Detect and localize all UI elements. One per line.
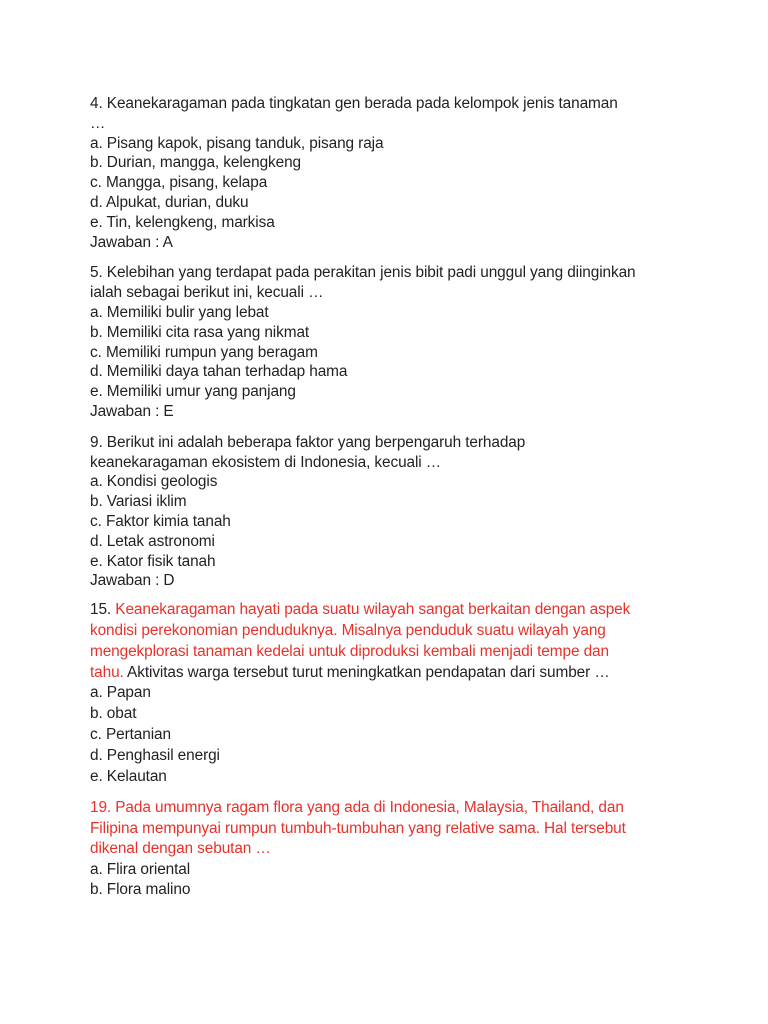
- question-text-line: ialah sebagai berikut ini, kecuali …: [90, 284, 324, 302]
- option-b: b. Memiliki cita rasa yang nikmat: [90, 323, 310, 341]
- option-d: d. Letak astronomi: [90, 532, 215, 550]
- option-b: b. obat: [90, 705, 137, 723]
- question-text-line: [90, 600, 730, 621]
- option-b: b. Variasi iklim: [90, 493, 187, 511]
- highlighted-text: 19. Pada umumnya ragam flora yang ada di Indonesia, Malaysia, Thailand, dan: [90, 799, 624, 817]
- question-text-line: …: [90, 114, 106, 132]
- question-text-line: [90, 663, 730, 684]
- option-e: e. Kator fisik tanah: [90, 552, 216, 570]
- option-d: d. Alpukat, durian, duku: [90, 193, 249, 211]
- option-b: b. Flora malino: [90, 880, 191, 898]
- question-19: [90, 798, 730, 900]
- option-a: a. Kondisi geologis: [90, 473, 218, 491]
- question-text-line: keanekaragaman ekosistem di Indonesia, kecuali …: [90, 453, 442, 471]
- option-a: a. Flira oriental: [90, 860, 191, 878]
- option-b: b. Durian, mangga, kelengkeng: [90, 154, 301, 172]
- question-15: [90, 600, 730, 787]
- option-a: a. Pisang kapok, pisang tanduk, pisang raja: [90, 134, 384, 152]
- document-page: [90, 94, 730, 900]
- highlighted-text: tahu.: [90, 663, 124, 681]
- question-text-line: 4. Keanekaragaman pada tingkatan gen berada pada kelompok jenis tanaman: [90, 95, 618, 112]
- answer-key: Jawaban : A: [90, 233, 173, 251]
- question-5: [90, 263, 730, 421]
- question-9: [90, 433, 730, 591]
- option-c: c. Pertanian: [90, 725, 171, 743]
- option-c: c. Faktor kimia tanah: [90, 512, 231, 530]
- highlighted-text: Keanekaragaman hayati pada suatu wilayah sangat berkaitan dengan aspek: [115, 601, 631, 619]
- answer-key: Jawaban : E: [90, 402, 174, 420]
- option-c: c. Memiliki rumpun yang beragam: [90, 343, 318, 361]
- question-number: 15.: [90, 601, 116, 619]
- highlighted-text: kondisi perekonomian penduduknya. Misalnya penduduk suatu wilayah yang: [90, 621, 606, 639]
- question-text-line: 9. Berikut ini adalah beberapa faktor yang berpengaruh terhadap: [90, 433, 526, 451]
- option-d: d. Memiliki daya tahan terhadap hama: [90, 363, 348, 381]
- answer-key: Jawaban : D: [90, 572, 175, 590]
- option-e: e. Kelautan: [90, 767, 167, 785]
- option-c: c. Mangga, pisang, kelapa: [90, 174, 268, 192]
- question-text: Aktivitas warga tersebut turut meningkatkan pendapatan dari sumber …: [123, 663, 610, 681]
- option-e: e. Memiliki umur yang panjang: [90, 383, 296, 401]
- question-4: [90, 94, 730, 252]
- option-e: e. Tin, kelengkeng, markisa: [90, 213, 275, 231]
- option-a: a. Memiliki bulir yang lebat: [90, 303, 269, 321]
- highlighted-text: dikenal dengan sebutan …: [90, 840, 271, 858]
- option-a: a. Papan: [90, 684, 151, 702]
- highlighted-text: mengekplorasi tanaman kedelai untuk diproduksi kembali menjadi tempe dan: [90, 642, 609, 660]
- option-d: d. Penghasil energi: [90, 746, 220, 764]
- highlighted-text: Filipina mempunyai rumpun tumbuh-tumbuhan yang relative sama. Hal tersebut: [90, 819, 626, 837]
- question-text-line: 5. Kelebihan yang terdapat pada perakitan jenis bibit padi unggul yang diinginkan: [90, 264, 636, 282]
